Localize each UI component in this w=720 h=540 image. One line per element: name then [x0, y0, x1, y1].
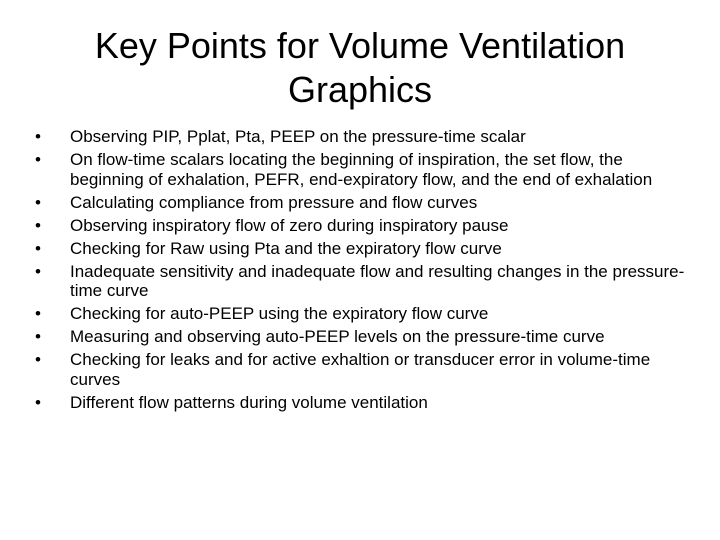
bullet-dot-icon: • [35, 350, 41, 369]
bullet-list [28, 127, 688, 416]
bullet-text: Checking for Raw using Pta and the expiratory flow curve [70, 238, 502, 258]
bullet-dot-icon: • [35, 215, 41, 235]
bullet-text: Inadequate sensitivity and inadequate flow and resulting changes in the pressure-time curve [70, 261, 685, 300]
bullet-text: Different flow patterns during volume ventilation [70, 392, 428, 412]
bullet-text: Checking for auto-PEEP using the expiratory flow curve [70, 304, 489, 323]
bullet-item [28, 262, 688, 301]
bullet-text: Checking for leaks and for active exhaltion or transducer error in volume-time curves [70, 350, 651, 389]
bullet-dot-icon: • [35, 127, 41, 146]
bullet-dot-icon: • [35, 327, 41, 346]
slide-title-line-2: Graphics [287, 69, 433, 110]
bullet-text: Measuring and observing auto-PEEP levels on the pressure-time curve [70, 327, 605, 346]
bullet-text: Calculating compliance from pressure and flow curves [70, 192, 478, 212]
bullet-dot-icon: • [35, 238, 41, 258]
bullet-item [28, 127, 688, 147]
bullet-item [28, 327, 688, 347]
bullet-dot-icon: • [35, 261, 41, 281]
bullet-item [28, 150, 688, 189]
slide-title [0, 24, 720, 112]
bullet-text: On flow-time scalars locating the beginning of inspiration, the set flow, the beginning of exhalation, PEFR, end-expiratory flow, and the end of exhalation [70, 150, 653, 189]
slide-title-line-1: Key Points for Volume Ventilation [94, 25, 626, 66]
bullet-dot-icon: • [35, 304, 41, 323]
bullet-text: Observing inspiratory flow of zero during inspiratory pause [70, 215, 509, 235]
bullet-dot-icon: • [35, 192, 41, 212]
bullet-text: Observing PIP, Pplat, Pta, PEEP on the pressure-time scalar [70, 127, 526, 146]
bullet-item [28, 350, 688, 389]
bullet-dot-icon: • [35, 150, 41, 169]
bullet-item [28, 393, 688, 413]
bullet-item [28, 216, 688, 236]
bullet-dot-icon: • [35, 392, 41, 412]
bullet-item [28, 239, 688, 259]
bullet-item [28, 304, 688, 324]
bullet-item [28, 193, 688, 213]
